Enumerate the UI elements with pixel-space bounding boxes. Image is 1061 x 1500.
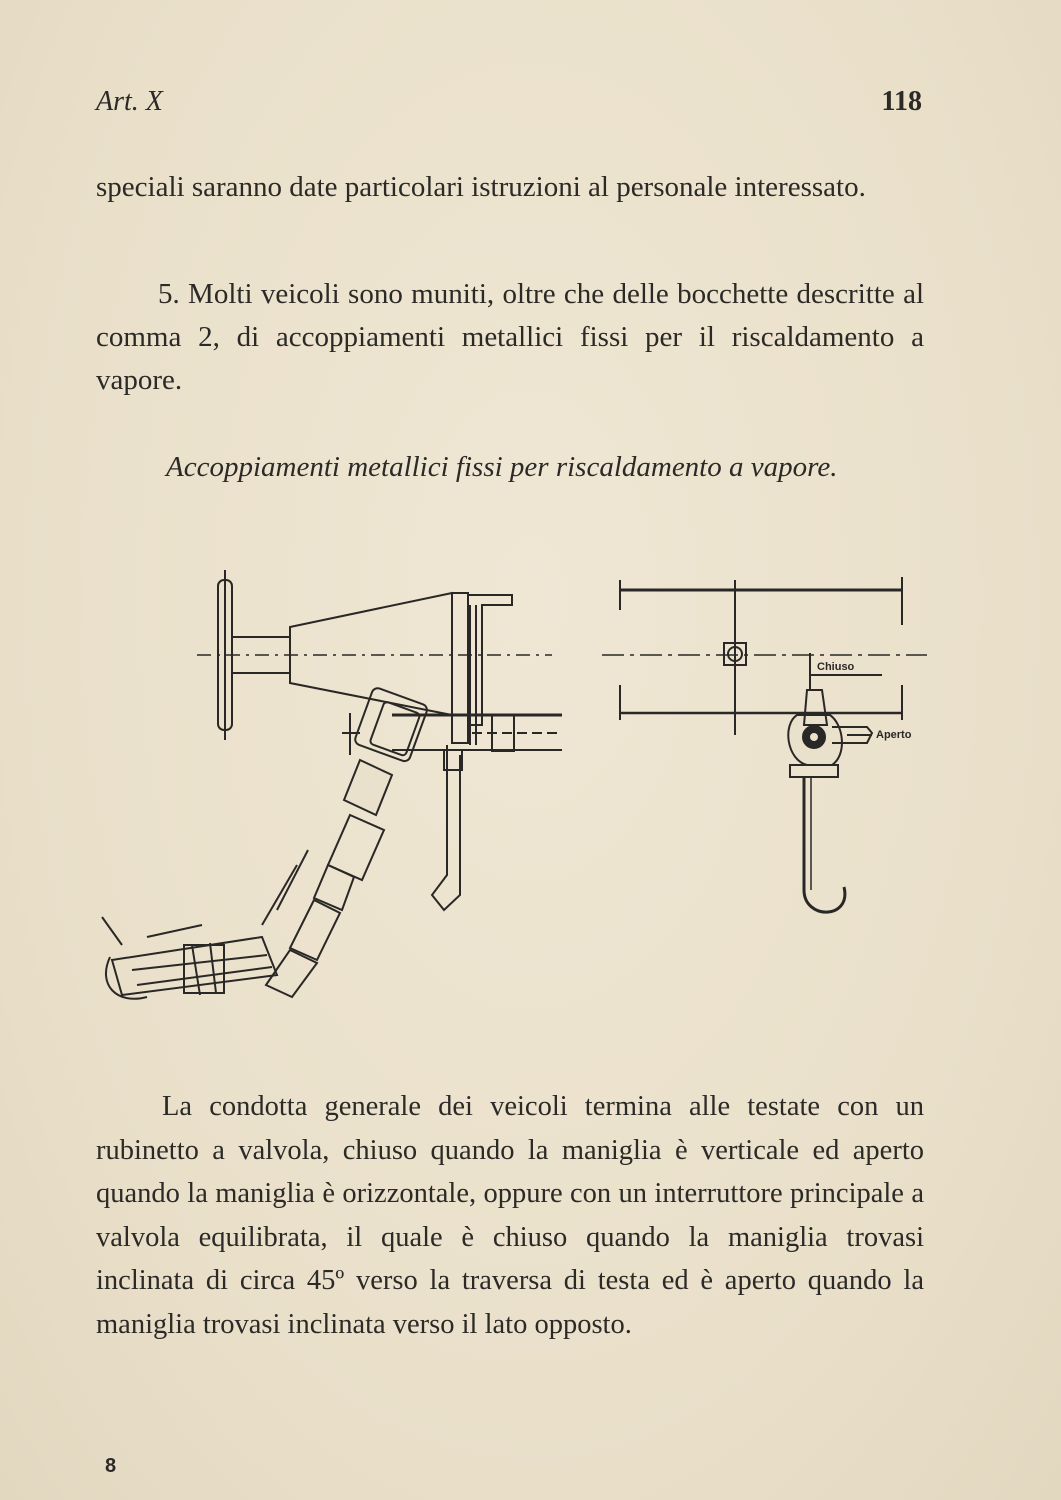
paragraph-item-5 xyxy=(96,273,924,402)
paragraph-main xyxy=(96,1085,924,1346)
paragraph-continuation: speciali saranno date particolari istruzioni al personale interessato. xyxy=(96,171,866,203)
paragraph-item-5-text: 5. Molti veicoli sono muniti, oltre che delle bocchette descritte al comma 2, di accoppiamenti metallici fissi per il riscaldamento a vapore. xyxy=(96,278,924,396)
paragraph-main-text: La condotta generale dei veicoli termina alle testate con un rubinetto a valvola, chiuso quando la maniglia è verticale ed aperto quando la maniglia è orizzontale, oppure con un interruttore principale a valvola equilibrata, il quale è chiuso quando la maniglia trovasi inclinata di circa 45º verso la traversa di testa ed è aperto quando la maniglia trovasi inclinata verso il lato opposto. xyxy=(96,1091,924,1340)
label-closed: Chiuso xyxy=(817,661,855,673)
figure-caption-text: Accoppiamenti metallici fissi per riscaldamento a vapore. xyxy=(166,451,838,483)
signature-mark: 8 xyxy=(105,1455,117,1477)
section-label: Art. X xyxy=(96,86,163,117)
left-coupling-drawing xyxy=(102,570,562,999)
running-header xyxy=(96,86,922,126)
coupling-illustration xyxy=(92,565,942,1025)
figure-caption-heading xyxy=(96,446,924,489)
page-number: 118 xyxy=(881,86,922,117)
label-open: Aperto xyxy=(876,729,912,741)
right-valve-drawing xyxy=(602,577,927,912)
